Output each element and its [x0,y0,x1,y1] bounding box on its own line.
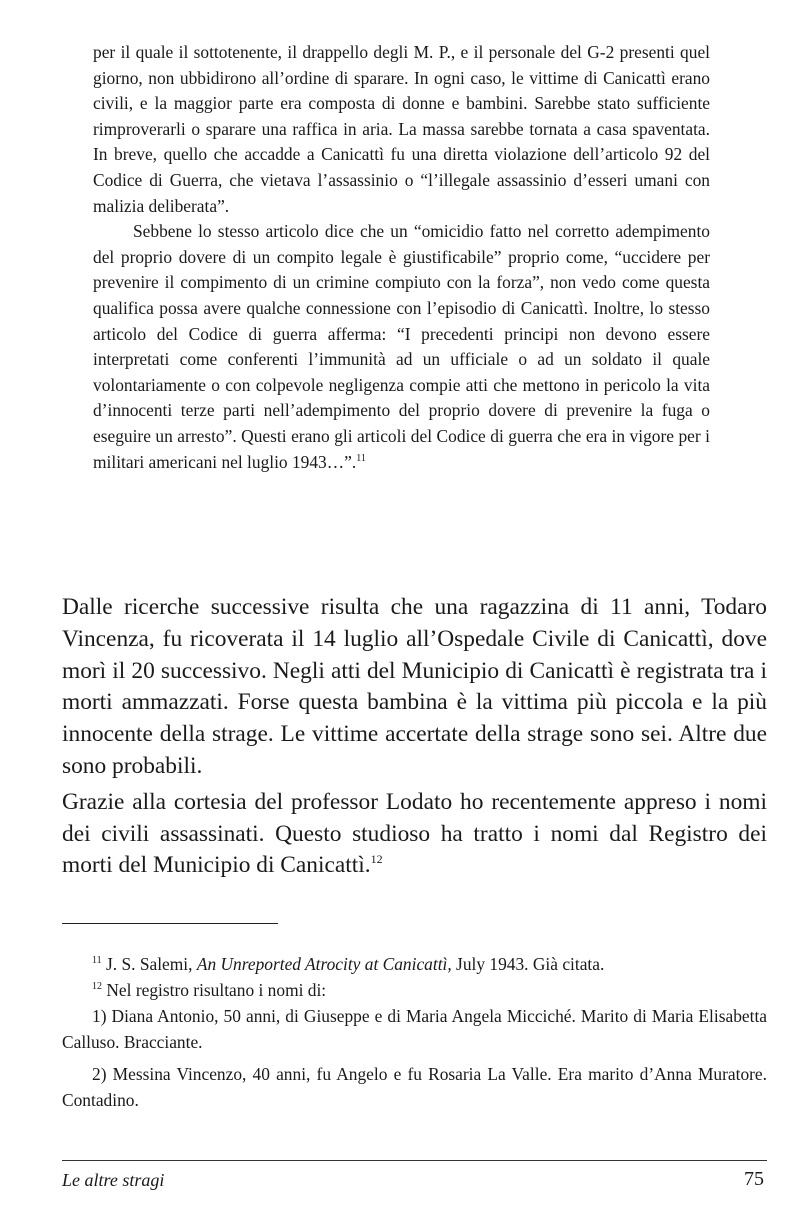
footnote-separator [62,923,278,924]
body-paragraph-2-text: Grazie alla cortesia del professor Lodato ho recentemente appreso i nomi dei civili assassinati. Questo studioso ha tratto i nomi dal Registro dei morti del Municipio di Canicattì. [62,788,767,879]
footnote-12 [62,977,767,1003]
footnote-12-item-1: 1) Diana Antonio, 50 anni, di Giuseppe e di Maria Angela Micciché. Marito di Maria Elisabetta Calluso. Bracciante. [62,1006,767,1052]
quote-paragraph-2-text: Sebbene lo stesso articolo dice che un “omicidio fatto nel corretto adempimento del proprio dovere di un compito legale è giustificabile” proprio come, “uccidere per prevenire il compimento di un crimine compiuto con la forza”, non vedo come questa qualifica possa avere qualche connessione con l’episodio di Canicattì. Inoltre, lo stesso articolo del Codice di guerra afferma: “I precedenti principi non devono essere interpretati come conferenti l’immunità ad un ufficiale o ad un soldato il quale volontariamente o con colpevole negligenza compie atti che mettono in pericolo la vita d’innocenti terze parti nell’adempimento del proprio dovere di prevenire la fuga o eseguire un arresto”. Questi erano gli articoli del Codice di guerra che era in vigore per i militari americani nel luglio 1943…”. [93,221,710,472]
quote-paragraph-2 [93,219,710,475]
footnote-ref-12: 12 [370,852,383,867]
quote-paragraph-1: per il quale il sottotenente, il drappello degli M. P., e il personale del G-2 presenti quel giorno, non ubbidirono all’ordine di sparare. In ogni caso, le vittime di Canicattì erano civili, e la maggior parte era composta di donne e bambini. Sarebbe stato sufficiente rimproverarli o sparare una raffica in aria. La massa sarebbe tornata a casa spaventata. In breve, quello che accadde a Canicattì fu una diretta violazione dell’articolo 92 del Codice di Guerra, che vietava l’assassinio o “l’illegale assassinio d’esseri umani con malizia deliberata”. [93,42,710,216]
footnote-11 [62,951,767,977]
running-title: Le altre stragi [62,1170,165,1190]
block-quote [93,40,710,475]
footnote-mark-12: 12 [92,981,102,993]
main-text [62,592,767,882]
body-paragraph-1: Dalle ricerche successive risulta che una ragazzina di 11 anni, Todaro Vincenza, fu ricoverata il 14 luglio all’Ospedale Civile di Canicattì, dove morì il 20 successivo. Negli atti del Municipio di Canicattì è registrata tra i morti ammazzati. Forse questa bambina è la vittima più piccola e la più innocente della strage. Le vittime accertate della strage sono sei. Altre due sono probabili. [62,594,767,779]
footnote-12-text: Nel registro risultano i nomi di: [106,980,327,1000]
body-paragraph-2 [62,787,767,882]
footnote-mark-11: 11 [92,955,102,967]
page-number: 75 [744,1168,764,1190]
footnotes [62,951,767,1113]
footnote-11-title: An Unreported Atrocity at Canicattì, [196,954,452,974]
footer-rule [62,1160,767,1161]
footnote-11-rest: July 1943. Già citata. [451,954,605,974]
footnote-11-author: J. S. Salemi, [106,954,197,974]
footnote-ref-11: 11 [356,452,366,464]
footnote-12-item-2: 2) Messina Vincenzo, 40 anni, fu Angelo e fu Rosaria La Valle. Era marito d’Anna Muratore. Contadino. [62,1064,767,1110]
